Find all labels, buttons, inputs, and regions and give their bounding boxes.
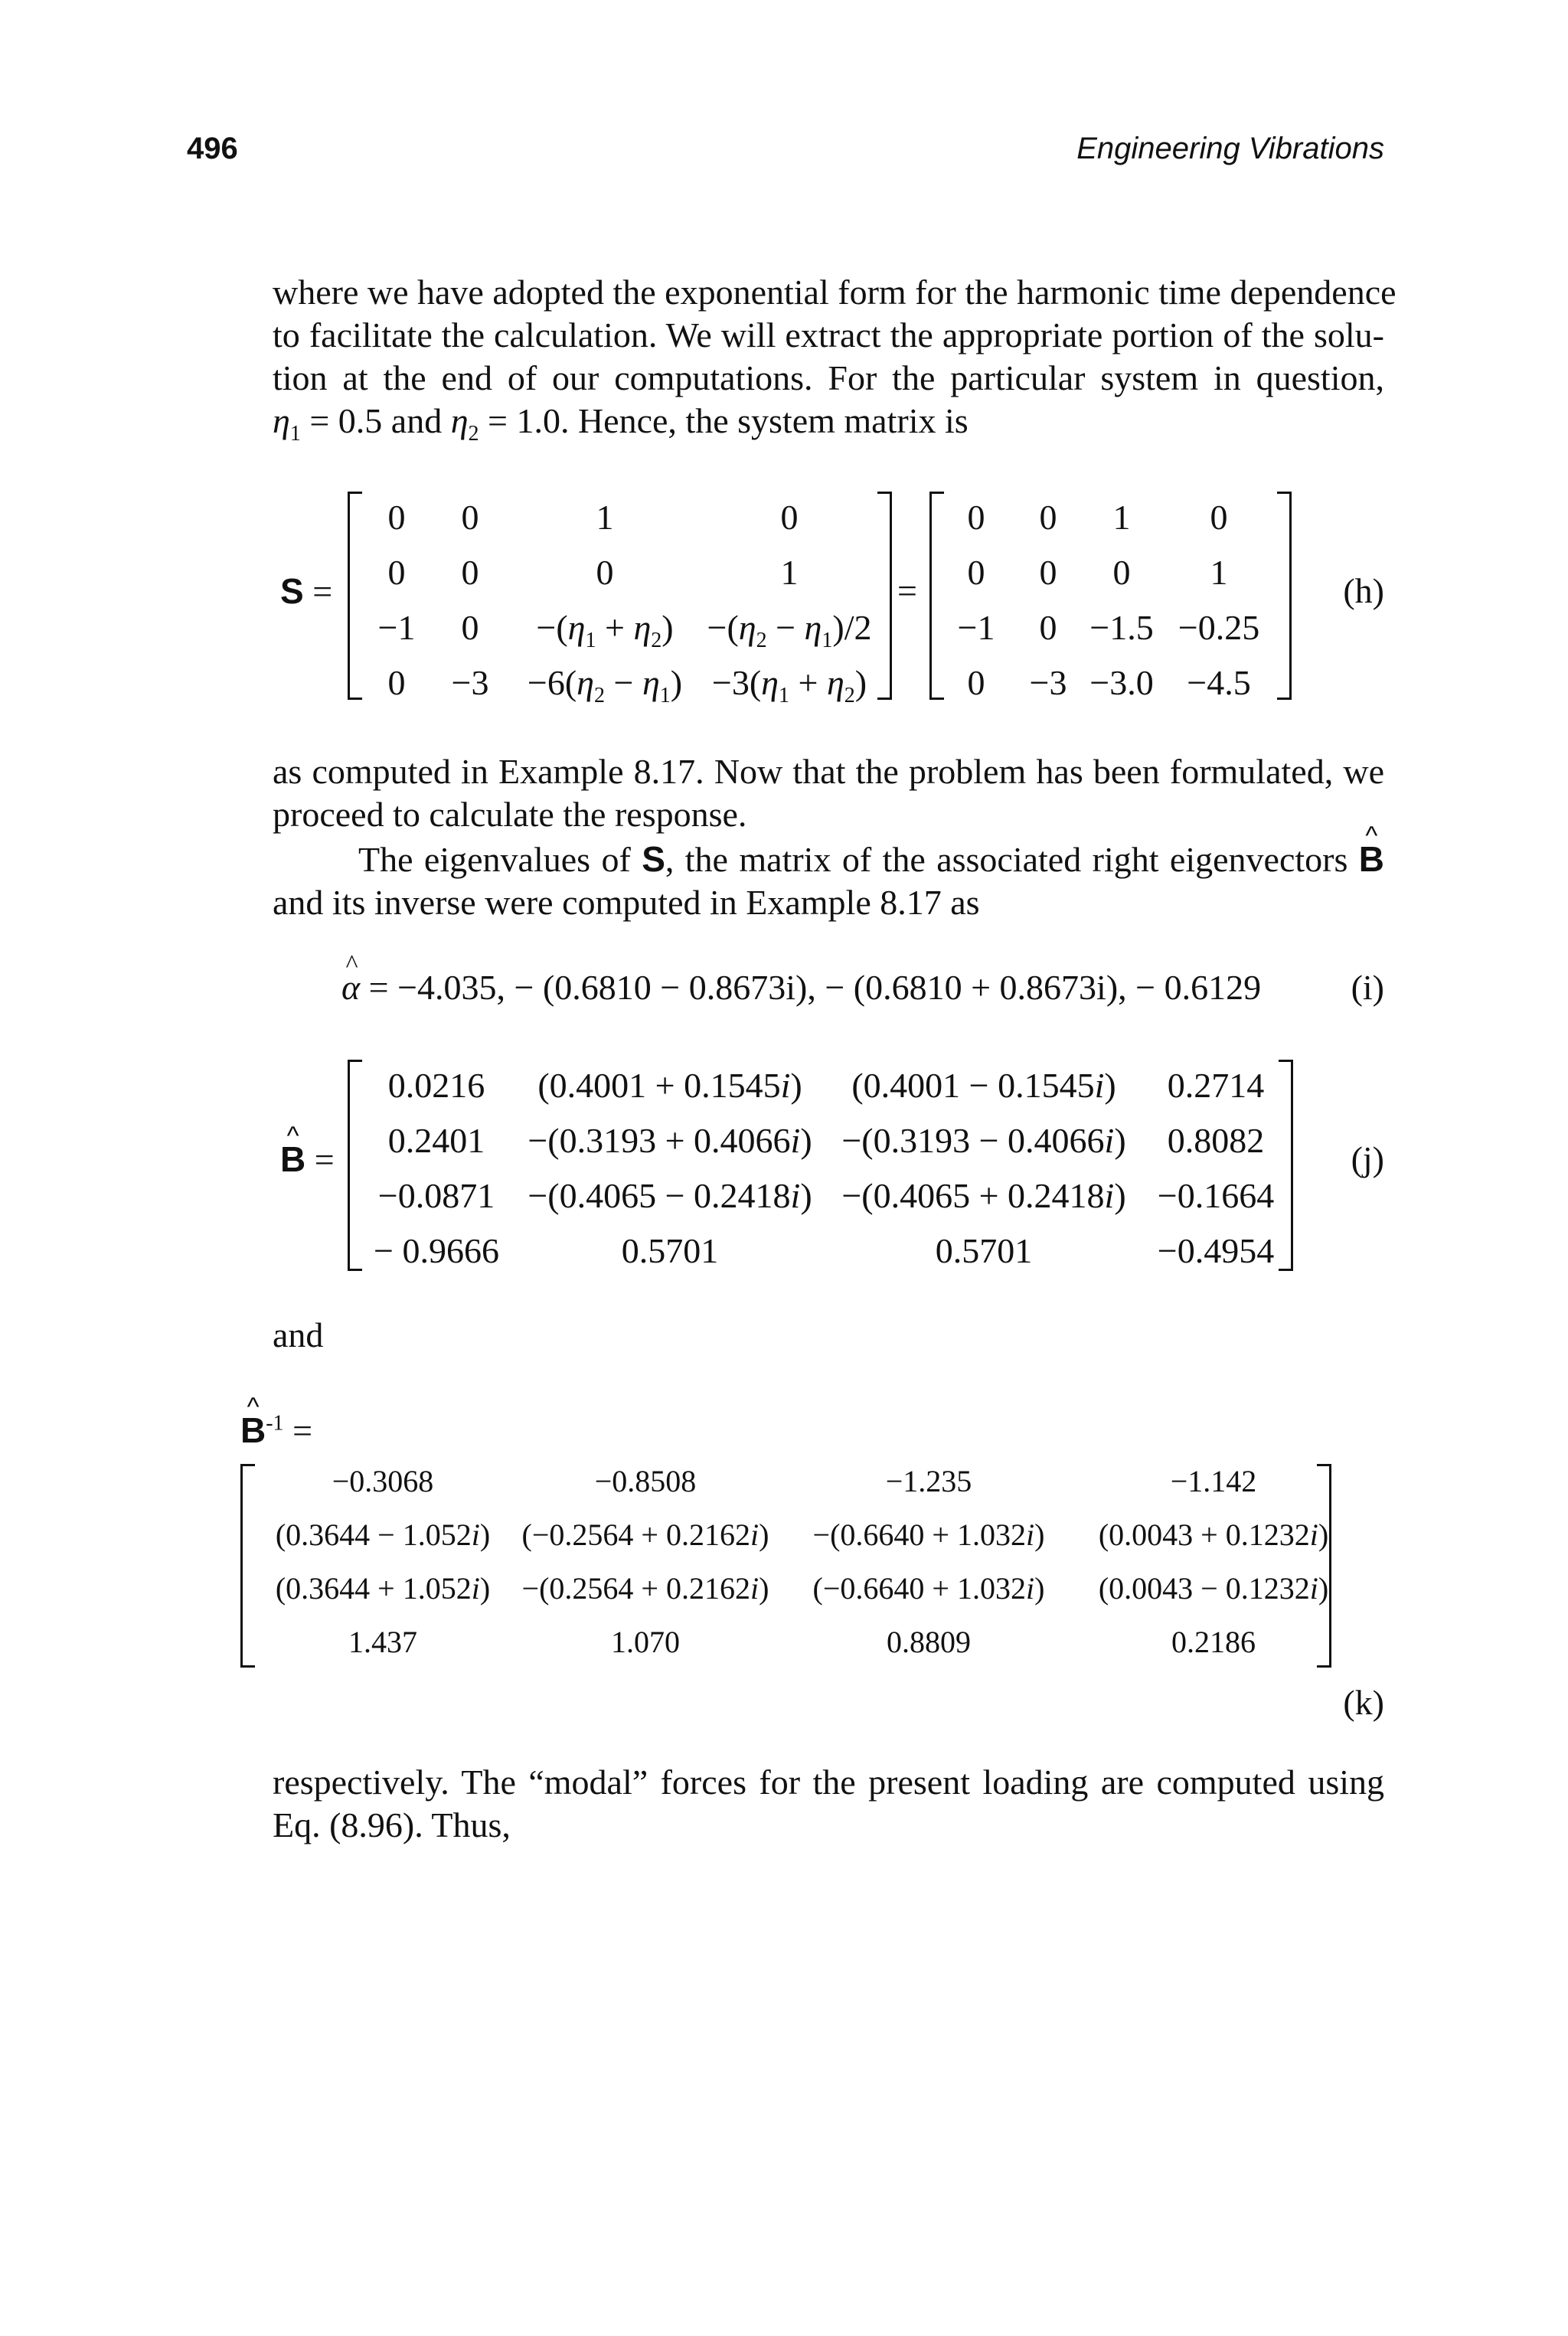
matrix-cell: 0 bbox=[1039, 608, 1057, 647]
matrix-row bbox=[360, 1113, 1291, 1168]
matrix-cell: (−0.2564 + 0.2162i) bbox=[521, 1518, 769, 1552]
text-line: proceed to calculate the response. bbox=[273, 795, 747, 834]
intro-paragraph bbox=[273, 271, 1396, 446]
bracket bbox=[1279, 1060, 1293, 1271]
matrix-cell: 0 bbox=[780, 498, 799, 537]
matrix-row bbox=[360, 1168, 1291, 1224]
matrix-cell: (0.0043 − 0.1232i) bbox=[1098, 1571, 1329, 1606]
matrix-cell: 1 bbox=[1112, 498, 1131, 537]
matrix-cell: $-(\eta_1 + \eta_2)$ bbox=[536, 608, 674, 652]
equals-sign: = bbox=[897, 571, 917, 610]
equation-label: (k) bbox=[1343, 1683, 1384, 1722]
matrix-cell: 1 bbox=[1210, 553, 1228, 592]
matrix-cell: $-3(\eta_1 + \eta_2)$ bbox=[711, 663, 867, 707]
matrix-row bbox=[253, 1508, 1348, 1562]
matrix-row bbox=[253, 1616, 1348, 1669]
matrix-cell: −3 bbox=[451, 663, 489, 702]
equation-label: (j) bbox=[1351, 1139, 1384, 1178]
text-line: and its inverse were computed in Example 8.17 as bbox=[273, 883, 980, 922]
equation-lhs: S = bbox=[280, 571, 333, 611]
text-line: tion at the end of our computations. For the particular system in question, bbox=[273, 358, 1384, 397]
matrix-cell: −(0.6640 + 1.032i) bbox=[812, 1518, 1045, 1552]
matrix-cell: 0.5701 bbox=[935, 1231, 1033, 1270]
equation-label: (i) bbox=[1351, 968, 1384, 1007]
equation-content: ^ α = −4.035, − (0.6810 − 0.8673i), − (0.6810 + 0.8673i), − 0.6129 bbox=[341, 966, 1261, 1009]
matrix-cell: 1.070 bbox=[611, 1625, 680, 1659]
matrix-cell: (0.0043 + 0.1232i) bbox=[1098, 1518, 1329, 1552]
bracket bbox=[1277, 492, 1292, 700]
matrix-cell: 0 bbox=[387, 498, 406, 537]
matrix-row bbox=[942, 490, 1280, 545]
paragraph bbox=[273, 1761, 1384, 1847]
matrix-cell: −(0.4065 − 0.2418i) bbox=[528, 1176, 812, 1215]
matrix-cell: 0 bbox=[1210, 498, 1228, 537]
bracket bbox=[1317, 1464, 1331, 1668]
matrix-cell: 1 bbox=[596, 498, 614, 537]
matrix-row bbox=[360, 545, 876, 600]
matrix-cell: 0 bbox=[1039, 498, 1057, 537]
matrix-row bbox=[942, 655, 1280, 711]
running-title: Engineering Vibrations bbox=[1076, 132, 1384, 165]
text-line: as computed in Example 8.17. Now that the problem has been formulated, we bbox=[273, 752, 1384, 791]
matrix-cell: (0.4001 + 0.1545i) bbox=[537, 1066, 802, 1105]
matrix-cell: −0.3068 bbox=[332, 1464, 434, 1498]
matrix-cell: 0 bbox=[387, 553, 406, 592]
inverse-matrix bbox=[253, 1455, 1348, 1669]
matrix-cell: 0.0216 bbox=[387, 1066, 485, 1105]
matrix-cell: −(0.2564 + 0.2162i) bbox=[521, 1571, 769, 1606]
text-line: respectively. The “modal” forces for the present loading are computed using bbox=[273, 1763, 1384, 1802]
matrix-row bbox=[942, 600, 1280, 655]
matrix-cell: −4.5 bbox=[1187, 663, 1251, 702]
matrix-cell: 0 bbox=[967, 663, 985, 702]
matrix-cell: 0 bbox=[387, 663, 406, 702]
matrix-cell: −3 bbox=[1029, 663, 1067, 702]
matrix-cell: 0 bbox=[461, 608, 479, 647]
matrix-row bbox=[360, 1224, 1291, 1279]
matrix-cell: 1 bbox=[780, 553, 799, 592]
matrix-cell: 0 bbox=[1112, 553, 1131, 592]
matrix-cell: 0 bbox=[967, 498, 985, 537]
matrix-row bbox=[360, 1058, 1291, 1113]
matrix-cell: 1.437 bbox=[348, 1625, 417, 1659]
matrix-row bbox=[360, 655, 876, 711]
matrix-cell: −1.5 bbox=[1089, 608, 1154, 647]
equation-lhs: ^ $B^{-1}$ = bbox=[240, 1409, 312, 1452]
page-number: 496 bbox=[187, 132, 238, 165]
matrix-cell: −1.142 bbox=[1170, 1464, 1257, 1498]
matrix-row bbox=[942, 545, 1280, 600]
matrix-cell: 0.8809 bbox=[887, 1625, 971, 1659]
text-line: to facilitate the calculation. We will extract the appropriate portion of the solu- bbox=[273, 315, 1384, 354]
matrix-row bbox=[253, 1455, 1348, 1508]
matrix-cell: 0 bbox=[461, 498, 479, 537]
equation-label: (h) bbox=[1343, 571, 1384, 610]
matrix-cell: 0 bbox=[461, 553, 479, 592]
text-line: where we have adopted the exponential form for the harmonic time dependence bbox=[273, 273, 1396, 312]
text-line: Eq. (8.96). Thus, bbox=[273, 1805, 511, 1844]
matrix-cell: −0.1664 bbox=[1157, 1176, 1275, 1215]
and-text: and bbox=[273, 1315, 324, 1354]
matrix-cell: −0.8508 bbox=[594, 1464, 697, 1498]
matrix-cell: −1 bbox=[957, 608, 995, 647]
matrix-cell: $-6(\eta_2 - \eta_1)$ bbox=[527, 663, 683, 707]
matrix-cell: −(0.4065 + 0.2418i) bbox=[841, 1176, 1126, 1215]
matrix-cell: −1.235 bbox=[885, 1464, 972, 1498]
matrix-cell: 0.2714 bbox=[1167, 1066, 1265, 1105]
paragraph bbox=[273, 750, 1384, 836]
text-line: The eigenvalues of S, the matrix of the associated right eigenvectors ^ B bbox=[273, 838, 1384, 881]
matrix-row bbox=[253, 1562, 1348, 1616]
matrix-cell: −0.0871 bbox=[377, 1176, 495, 1215]
matrix-cell: (0.4001 − 0.1545i) bbox=[851, 1066, 1116, 1105]
matrix-row bbox=[360, 490, 876, 545]
bracket bbox=[877, 492, 892, 700]
matrix-cell: 0.5701 bbox=[621, 1231, 719, 1270]
matrix-cell: − 0.9666 bbox=[374, 1231, 499, 1270]
matrix-cell: 0.2401 bbox=[387, 1121, 485, 1160]
matrix-cell: 0 bbox=[1039, 553, 1057, 592]
matrix-cell: −(0.3193 − 0.4066i) bbox=[841, 1121, 1126, 1160]
matrix-cell: −(0.3193 + 0.4066i) bbox=[528, 1121, 812, 1160]
matrix-cell: −3.0 bbox=[1089, 663, 1154, 702]
numeric-matrix bbox=[942, 490, 1280, 711]
matrix-cell: −1 bbox=[377, 608, 416, 647]
matrix-cell: 0 bbox=[596, 553, 614, 592]
matrix-cell: 0 bbox=[967, 553, 985, 592]
text-line: $\eta_1 = 0.5$ and $\eta_2 = 1.0$. Hence, the system matrix is bbox=[273, 401, 969, 446]
symbolic-matrix bbox=[360, 490, 876, 711]
matrix-cell: −0.4954 bbox=[1157, 1231, 1275, 1270]
matrix-cell: (−0.6640 + 1.032i) bbox=[812, 1571, 1045, 1606]
matrix-row bbox=[360, 600, 876, 655]
matrix-cell: (0.3644 − 1.052i) bbox=[275, 1518, 491, 1552]
paragraph bbox=[273, 838, 1384, 924]
matrix-cell: 0.2186 bbox=[1171, 1625, 1256, 1659]
matrix-cell: $-(\eta_2 - \eta_1)/2$ bbox=[707, 608, 872, 652]
matrix-cell: −0.25 bbox=[1178, 608, 1260, 647]
matrix-cell: (0.3644 + 1.052i) bbox=[275, 1571, 491, 1606]
equation-lhs: ^ B = bbox=[280, 1138, 335, 1181]
matrix-cell: 0.8082 bbox=[1167, 1121, 1265, 1160]
eigenvector-matrix bbox=[360, 1058, 1291, 1279]
